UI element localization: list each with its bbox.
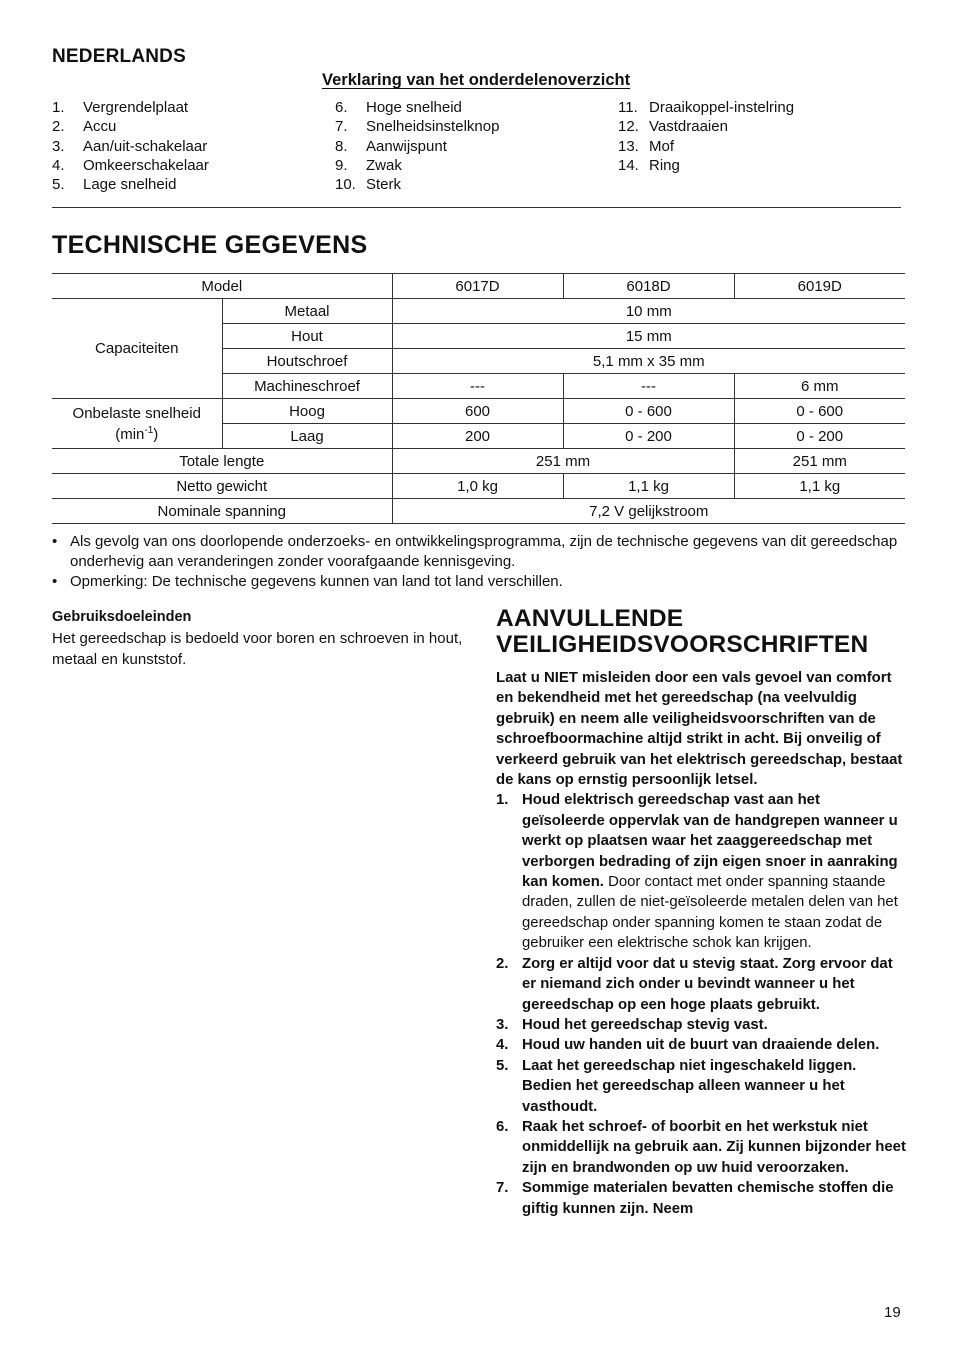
parts-column-3	[618, 98, 794, 175]
low-value: 0 - 200	[734, 424, 905, 449]
safety-item: 4. Houd uw handen uit de buurt van draaiende delen.	[496, 1037, 880, 1054]
parts-column-2	[335, 98, 499, 194]
voltage-label: Nominale spanning	[157, 502, 286, 520]
safety-intro: Laat u NIET misleiden door een vals gevoel van comfort en bekendheid met het gereedschap (na veelvuldig gebruik) en neem alle veiligheidsvoorschriften van de schroefboormachine altijd strikt in acht. Bij onveilig of verkeerd gebruik van het elektrisch gereedschap, bestaat de kans op ernstig persoonlijk letsel.	[496, 670, 903, 789]
wood-value: 15 mm	[392, 324, 905, 349]
noload-speed-text: Onbelaste snelheid	[72, 404, 201, 422]
low-label: Laag	[222, 424, 392, 449]
part-item: 8. Aanwijspunt	[335, 137, 447, 155]
model-name: 6017D	[392, 274, 563, 299]
table-row	[52, 274, 905, 299]
noload-speed-label	[52, 399, 222, 449]
section-divider	[52, 207, 901, 208]
part-item: 6. Hoge snelheid	[335, 99, 462, 116]
table-row	[52, 399, 905, 424]
noload-unit: $(\min^{-1})$	[115, 424, 159, 443]
model-label: Model	[201, 277, 243, 295]
safety-item: 2. Zorg er altijd voor dat u stevig staat. Zorg ervoor dat er niemand zich onder u bevindt wanneer u het gereedschap op een hoge plaats gebruikt.	[496, 955, 893, 1013]
metal-value: 10 mm	[392, 299, 905, 324]
safety-item: 6. Raak het schroef- of boorbit en het werkstuk niet onmiddellijk na gebruik aan. Zij kunnen bijzonder heet zijn en brandwonden op uw huid veroorzaken.	[496, 1118, 906, 1176]
machinescrew-value: ---	[563, 374, 734, 399]
spec-notes	[52, 532, 902, 592]
parts-column-1	[52, 98, 209, 194]
part-item: 4. Omkeerschakelaar	[52, 156, 209, 174]
part-item: 3. Aan/uit-schakelaar	[52, 137, 208, 155]
metal-label: Metaal	[222, 299, 392, 324]
woodscrew-value: 5,1 mm x 35 mm	[392, 349, 905, 374]
high-value: 600	[392, 399, 563, 424]
woodscrew-label: Houtschroef	[222, 349, 392, 374]
low-value: 200	[392, 424, 563, 449]
table-row	[52, 449, 905, 474]
safety-item: 7. Sommige materialen bevatten chemische stoffen die giftig kunnen zijn. Neem	[496, 1180, 894, 1217]
machinescrew-value: 6 mm	[734, 374, 905, 399]
language-heading: NEDERLANDS	[52, 46, 186, 67]
machinescrew-value: ---	[392, 374, 563, 399]
length-value: 251 mm	[734, 449, 905, 474]
model-name: 6019D	[734, 274, 905, 299]
part-item: 14. Ring	[618, 156, 680, 174]
capacities-label: Capaciteiten	[95, 340, 179, 357]
low-value: 0 - 200	[563, 424, 734, 449]
intended-use	[52, 607, 472, 670]
part-item: 13. Mof	[618, 137, 675, 155]
length-label: Totale lengte	[179, 452, 265, 470]
intended-use-text: Het gereedschap is bedoeld voor boren en schroeven in hout, metaal en kunststof.	[52, 630, 463, 668]
part-item: 9. Zwak	[335, 156, 402, 174]
part-item: 12. Vastdraaien	[618, 118, 728, 136]
table-row	[52, 499, 905, 524]
note-item: • Als gevolg van ons doorlopende onderzoeks- en ontwikkelingsprogramma, zijn de technische gegevens van dit gereedschap onderhevig aan veranderingen zonder voorafgaande kennisgeving.	[52, 533, 898, 570]
part-item: 7. Snelheidsinstelknop	[335, 118, 500, 136]
wood-label: Hout	[222, 324, 392, 349]
intended-use-title: Gebruiksdoeleinden	[52, 609, 192, 625]
parts-overview-title: Verklaring van het onderdelenoverzicht	[322, 71, 631, 89]
table-row	[52, 299, 905, 324]
weight-value: 1,1 kg	[563, 474, 734, 499]
machinescrew-label: Machineschroef	[222, 374, 392, 399]
model-name: 6018D	[563, 274, 734, 299]
note-item: • Opmerking: De technische gegevens kunnen van land tot land verschillen.	[52, 573, 563, 590]
safety-item: 3. Houd het gereedschap stevig vast.	[496, 1016, 768, 1033]
page-number: 19	[884, 1304, 901, 1321]
spec-heading: TECHNISCHE GEGEVENS	[52, 231, 368, 259]
part-item: 5. Lage snelheid	[52, 176, 177, 194]
part-item: 10. Sterk	[335, 176, 402, 194]
safety-item: 5. Laat het gereedschap niet ingeschakeld liggen. Bedien het gereedschap alleen wanneer u het vasthoudt.	[496, 1057, 857, 1115]
part-item: 2. Accu	[52, 118, 117, 136]
table-row	[52, 474, 905, 499]
safety-heading: AANVULLENDE VEILIGHEIDSVOORSCHRIFTEN	[496, 605, 869, 658]
high-value: 0 - 600	[734, 399, 905, 424]
length-value: 251 mm	[392, 449, 734, 474]
weight-value: 1,1 kg	[734, 474, 905, 499]
high-label: Hoog	[222, 399, 392, 424]
safety-item: 1. Houd elektrisch gereedschap vast aan het geïsoleerde oppervlak van de handgrepen wanneer u werkt op plaatsen waar het zaaggereedschap met verborgen bedrading of zijn eigen snoer in aanraking kan komen. Door contact met onder spanning staande draden, zullen de niet-geïsoleerde metalen delen van het gereedschap onder spanning komen te staan zodat de gebruiker een elektrische schok kan krijgen.	[496, 792, 898, 952]
weight-value: 1,0 kg	[392, 474, 563, 499]
high-value: 0 - 600	[563, 399, 734, 424]
spec-table	[52, 273, 905, 524]
weight-label: Netto gewicht	[176, 477, 268, 495]
part-item: 1. Vergrendelplaat	[52, 99, 189, 116]
voltage-value: 7,2 V gelijkstroom	[392, 499, 905, 524]
safety-section	[496, 668, 906, 1219]
part-item: 11. Draaikoppel-instelring	[618, 99, 795, 116]
